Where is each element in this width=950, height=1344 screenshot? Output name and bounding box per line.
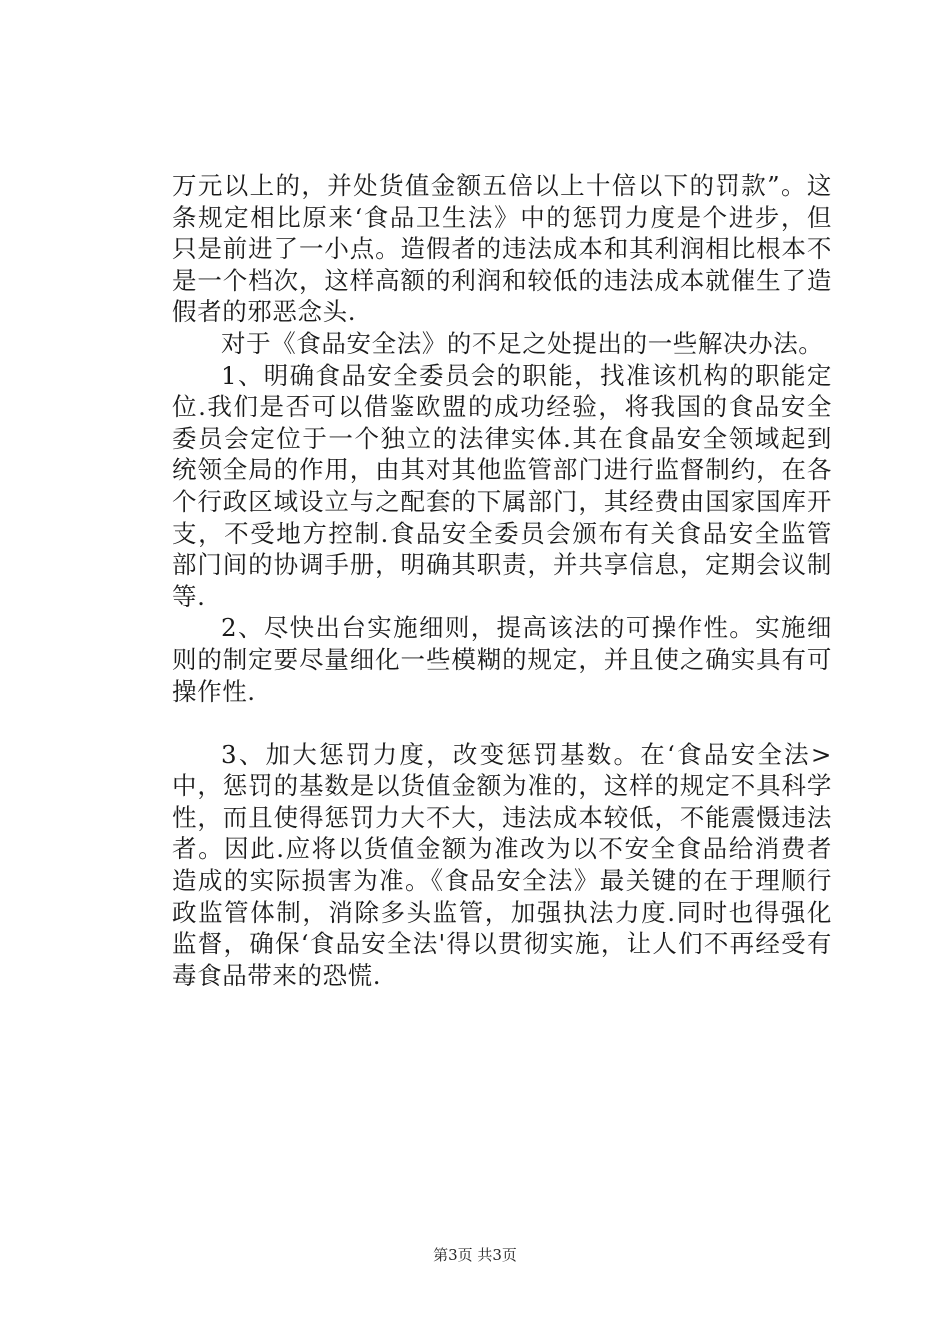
paragraph-item-2: 2、尽快出台实施细则，提高该法的可操作性。实施细则的制定要尽量细化一些模糊的规定，并且使之确实具有可操作性. [172, 613, 832, 706]
paragraph-solutions-intro: 对于《食品安全法》的不足之处提出的一些解决办法。 [221, 328, 824, 358]
paragraph-continuation: 万元以上的，并处货值金额五倍以上十倍以下的罚款”。这条规定相比原来‘食品卫生法》中的惩罚力度是个进步，但只是前进了一小点。造假者的违法成本和其利润相比根本不是一个档次，这样高额的利润和较低的违法成本就催生了造假者的邪恶念头. [172, 171, 832, 327]
paragraph-item-1: 1、明确食品安全委员会的职能，找准该机构的职能定位.我们是否可以借鉴欧盟的成功经验，将我国的食品安全委员会定位于一个独立的法律实体.其在食晶安全领域起到统领全局的作用，由其对其他监管部门进行监督制约，在各个行政区域设立与之配套的下属部门，其经费由国家国库开支，不受地方控制.食品安全委员会颁布有关食品安全监管部门间的协调手册，明确其职责，并共享信息，定期会议制等. [172, 360, 832, 611]
page-number-footer: 第3页 共3页 [433, 1246, 517, 1264]
document-body [172, 170, 832, 991]
paragraph-item-3: 3、加大惩罚力度，改变惩罚基数。在‘食品安全法>中，惩罚的基数是以货值金额为准的，这样的规定不具科学性，而且使得惩罚力大不大，违法成本较低，不能震慑违法者。因此.应将以货值金额为准改为以不安全食品给消费者造成的实际损害为准。《食品安全法》最关键的在于理顺行政监管体制，消除多头监管，加强执法力度.同时也得强化监督，确保‘食品安全法'得以贯彻实施，让人们不再经受有毒食品带来的恐慌. [172, 739, 832, 990]
